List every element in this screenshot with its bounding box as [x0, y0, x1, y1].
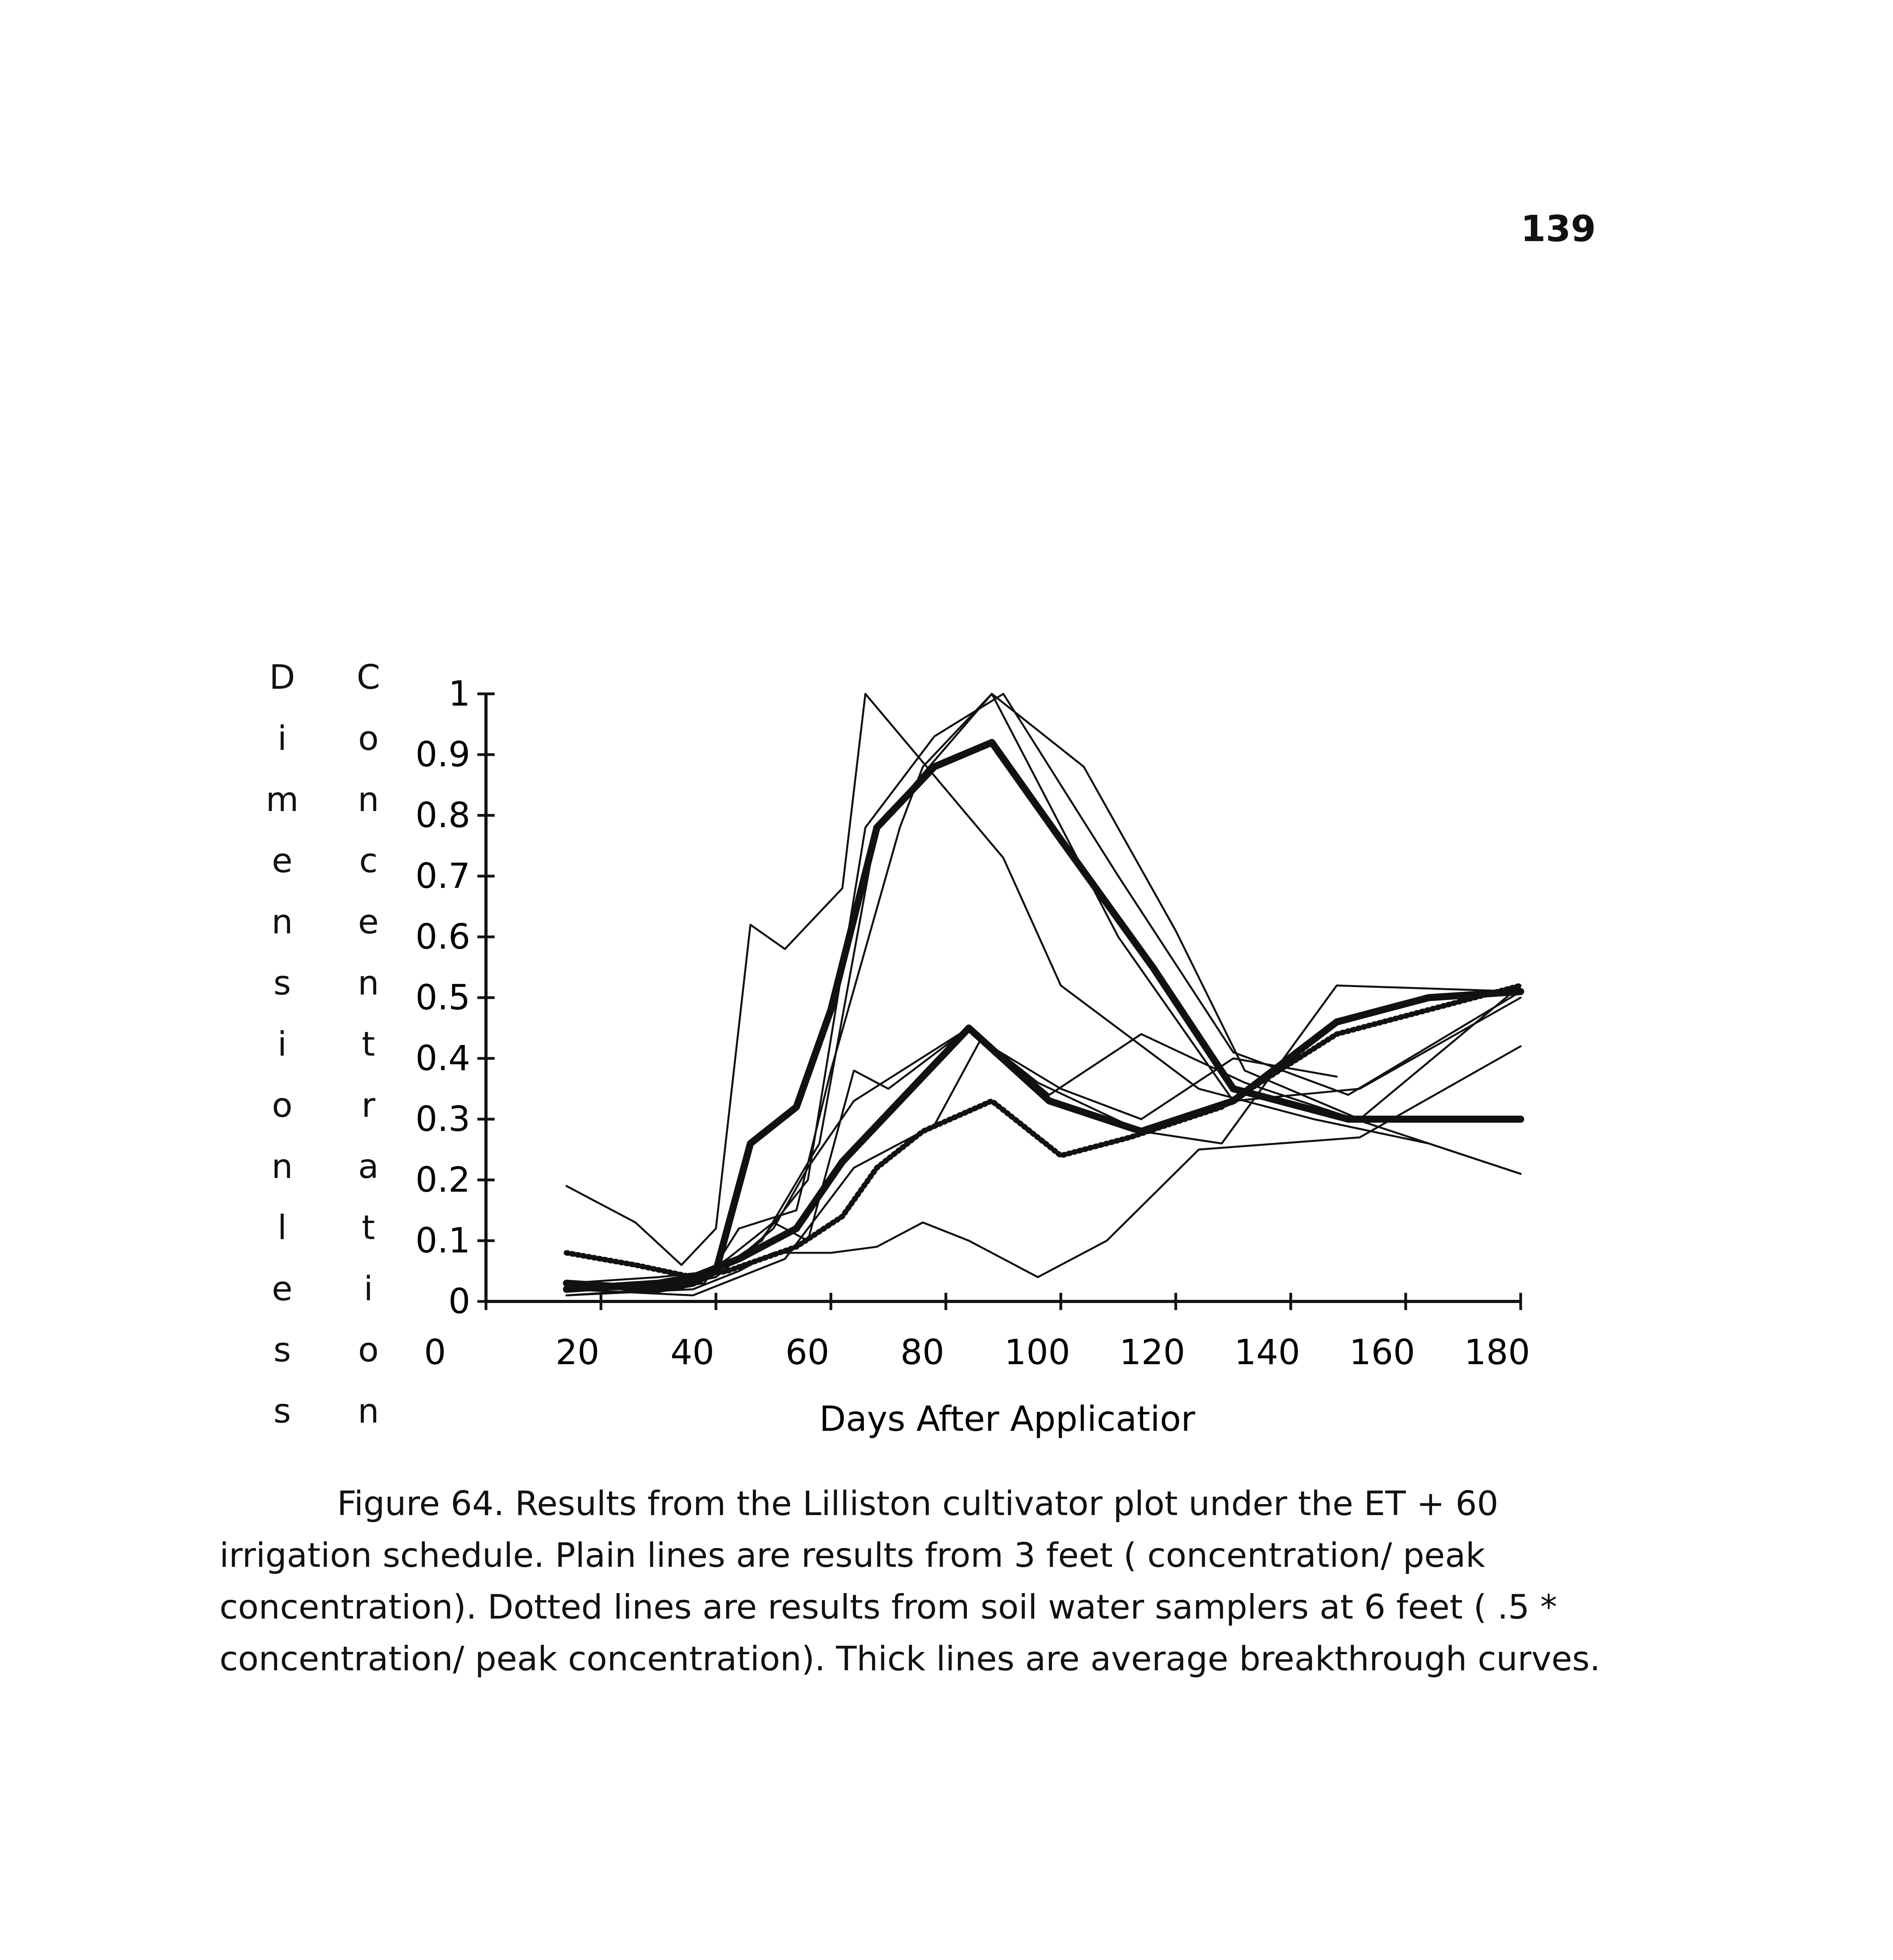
y-axis-label-dimensionless-letter: l [277, 1208, 287, 1247]
y-axis-label-concentration-letter: t [362, 1025, 375, 1064]
y-axis-label-dimensionless-letter: n [271, 902, 293, 942]
y-axis-label-dimensionless-letter: m [266, 780, 299, 819]
y-tick-label: 0.8 [415, 795, 470, 835]
y-tick-label: 0.7 [415, 856, 470, 896]
y-tick-label: 0.2 [415, 1160, 470, 1200]
x-tick-label: 0 [424, 1332, 446, 1372]
series-line-thick-10 [566, 742, 1521, 1289]
x-tick-label: 140 [1234, 1332, 1300, 1372]
chart-axes [477, 694, 1521, 1310]
y-axis-label-dimensionless-letter: o [272, 1086, 293, 1125]
y-axis-label-dimensionless-letter: s [273, 1330, 291, 1370]
y-axis-label-concentration-letter: r [361, 1086, 375, 1125]
y-tick-label: 0.3 [415, 1099, 470, 1139]
series-line-plain-6 [566, 1046, 1521, 1296]
y-axis-label-concentration-letter: o [358, 719, 379, 758]
series-line-plain-1 [566, 694, 1521, 1265]
figure-caption: Figure 64. Results from the Lilliston cultivator plot under the ET + 60 irrigation schedule. Plain lines are results from 3 feet ( concentration/ peak concentration). Dotted lines are results from soil water samplers at 6 feet ( .5 * concentration/ peak concentration). Thick lines are average breakthrough curves. [219, 1484, 1601, 1679]
y-tick-label: 0.9 [415, 734, 470, 775]
y-axis-label-dimensionless-letter: e [272, 1269, 293, 1308]
y-axis-label-dimensionless-letter: n [271, 1147, 293, 1186]
y-tick-label: 0 [448, 1281, 470, 1321]
y-axis-label-concentration-letter: o [358, 1330, 379, 1370]
y-axis-label-dimensionless-letter: i [277, 1025, 287, 1064]
series-line-plain-4 [566, 694, 1521, 1296]
y-axis-label-concentration-letter: n [357, 964, 379, 1003]
y-tick-label: 0.4 [415, 1038, 470, 1078]
x-axis-label: Days After Applicatior [819, 1399, 1195, 1439]
y-tick-label: 0.1 [415, 1220, 470, 1261]
series-line-plain-8 [566, 1040, 1336, 1296]
y-axis-label-dimensionless-letter: i [277, 719, 287, 758]
x-tick-label: 40 [670, 1332, 714, 1372]
y-tick-label: 0.5 [415, 977, 470, 1018]
y-axis-label-dimensionless-letter: s [273, 964, 291, 1003]
x-tick-label: 80 [900, 1332, 945, 1372]
y-axis-label-dimensionless-letter: e [272, 841, 293, 880]
x-tick-label: 120 [1119, 1332, 1185, 1372]
x-tick-label: 100 [1004, 1332, 1070, 1372]
y-axis-label-concentration-letter: t [362, 1208, 375, 1247]
tick-labels [415, 673, 1530, 1372]
x-tick-label: 20 [555, 1332, 600, 1372]
y-axis-label-concentration-letter: c [359, 841, 378, 880]
series-layer [566, 694, 1521, 1296]
x-tick-label: 60 [785, 1332, 829, 1372]
series-line-dotted-9 [566, 985, 1521, 1277]
y-axis-label-dimensionless-letter: s [273, 1392, 291, 1431]
y-axis-label-concentration-letter: n [357, 1392, 379, 1431]
y-axis-label-dimensionless-letter: D [269, 658, 296, 697]
y-axis-label-concentration-letter: i [364, 1269, 373, 1308]
series-line-plain-2 [566, 694, 1521, 1283]
y-axis-label-concentration-letter: C [356, 658, 381, 697]
series-line-plain-7 [566, 985, 1521, 1289]
series-line-plain-3 [566, 694, 1521, 1289]
y-tick-label: 1 [448, 673, 470, 714]
y-axis-label-concentration-letter: a [358, 1147, 379, 1186]
y-axis-label-concentration-letter: e [358, 902, 379, 942]
y-axis-label-concentration-letter: n [357, 780, 379, 819]
x-tick-label: 160 [1349, 1332, 1415, 1372]
x-tick-label: 180 [1464, 1332, 1530, 1372]
series-line-plain-5 [566, 1028, 1521, 1290]
page-number: 139 [1521, 208, 1596, 250]
y-tick-label: 0.6 [415, 916, 470, 957]
